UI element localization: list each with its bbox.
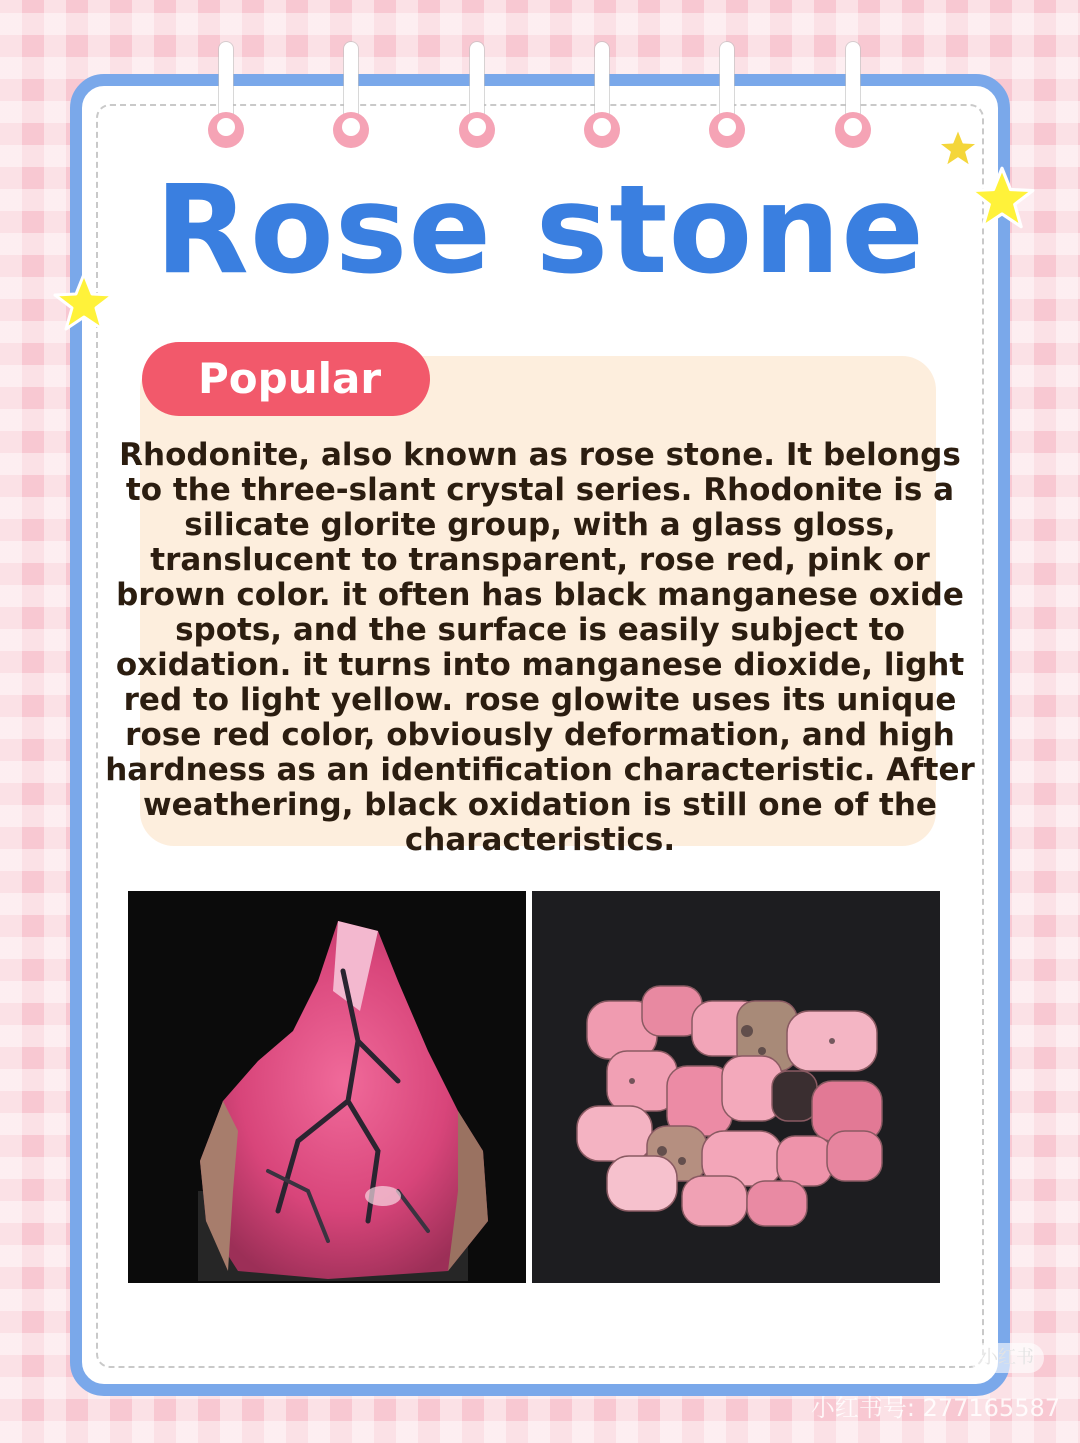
watermark-badge: 小红书 (970, 1343, 1044, 1373)
description-text: Rhodonite, also known as rose stone. It belongs to the three-slant crystal series. Rhodonite is a silicate glorite group, with a glass gloss, translucent to transparent, rose red, pink or brown color. it often has black manganese oxide spots, and the surface is easily subject to oxidation. it turns into manganese dioxide, light red to light yellow. rose glowite uses its unique rose red color, obviously deformation, and high hardness as an identification characteristic. After weathering, black oxidation is still one of the characteristics. (105, 437, 975, 858)
binder-ring (206, 42, 246, 152)
rough-stone-image (128, 891, 526, 1283)
popular-tag: Popular (142, 342, 430, 416)
tumbled-rhodonite-photo (532, 891, 940, 1283)
binder-ring (707, 42, 747, 152)
binder-ring (833, 42, 873, 152)
binder-ring (582, 42, 622, 152)
rough-rhodonite-photo (128, 891, 526, 1283)
tumbled-stones-image (532, 891, 940, 1283)
watermark-id: 小红书号: 277165587 (810, 1394, 1060, 1422)
page-title: Rose stone (155, 159, 925, 301)
binder-ring (457, 42, 497, 152)
binder-ring (331, 42, 371, 152)
